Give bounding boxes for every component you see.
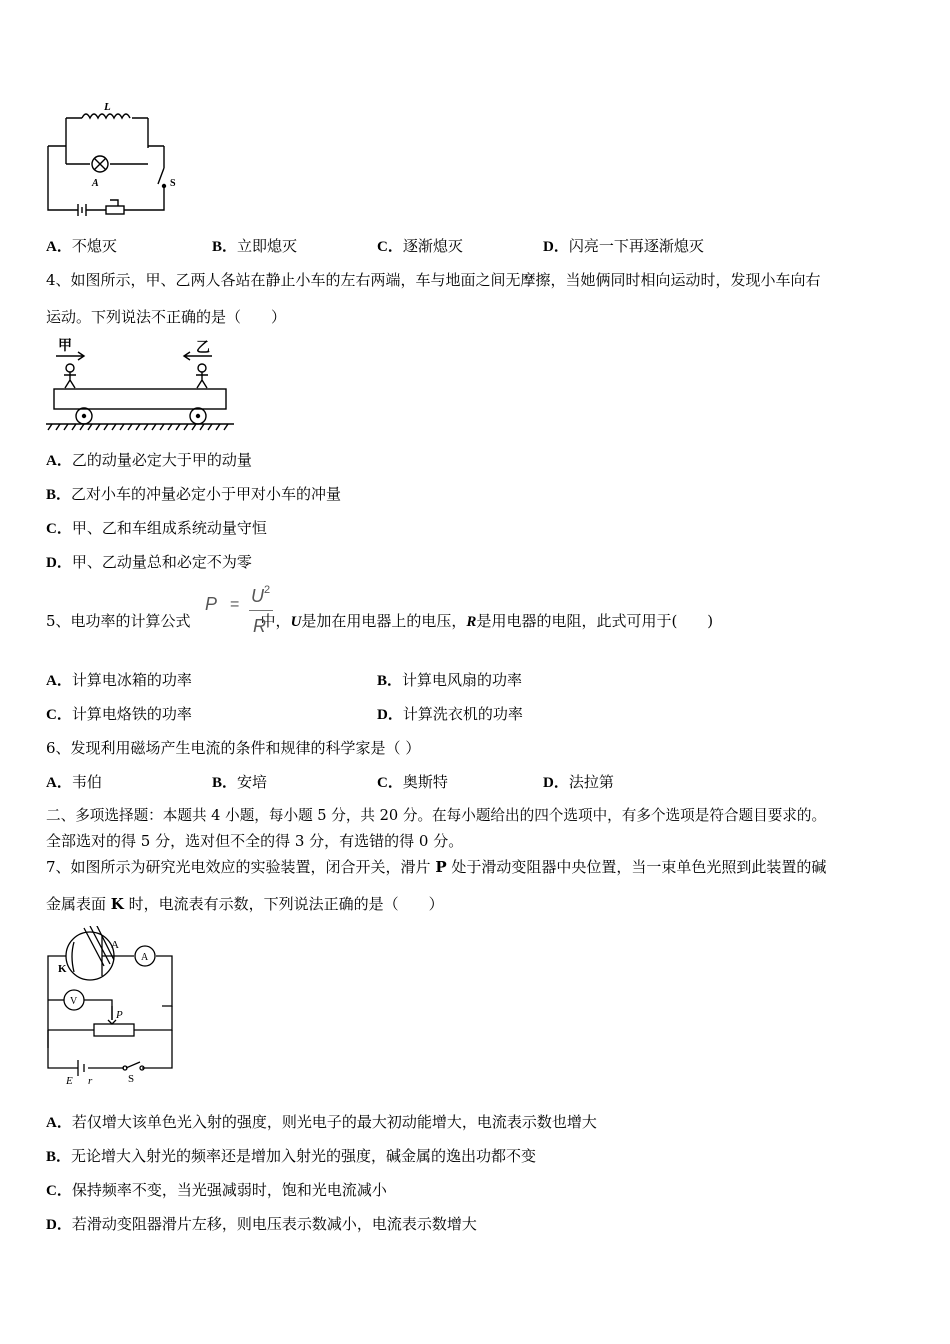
q5-option-c: C．计算电烙铁的功率 <box>46 705 192 723</box>
q4-stem-line2: 运动。下列说法不正确的是（ ） <box>46 308 287 326</box>
q6-option-d: D．法拉第 <box>543 773 614 791</box>
section2-line1: 二、多项选择题：本题共 4 小题，每小题 5 分，共 20 分。在每小题给出的四个选项中，有多个选项是符合题目要求的。 <box>46 807 827 824</box>
q5-option-a: A．计算电冰箱的功率 <box>46 671 192 689</box>
q7-photoelectric-figure <box>44 926 180 1088</box>
q4-option-c: C．甲、乙和车组成系统动量守恒 <box>46 519 267 537</box>
q4-label-jia: 甲 <box>58 338 72 354</box>
q7-stem-line2: 金属表面 K 时，电流表有示数，下列说法正确的是（ ） <box>46 895 444 913</box>
q6-option-b: B．安培 <box>212 773 268 791</box>
q5-formula: P = U 2 R <box>205 586 277 640</box>
q3-label-S: S <box>170 178 176 189</box>
fraction-bar <box>249 610 273 611</box>
q6-option-c: C．奥斯特 <box>377 773 448 791</box>
q4-cart-figure <box>44 334 238 436</box>
q3-option-a: A．不熄灭 <box>46 237 117 255</box>
q7-label-E: E <box>66 1075 73 1087</box>
q7-label-anode: A <box>111 939 119 951</box>
q5-option-b: B．计算电风扇的功率 <box>377 671 523 689</box>
q3-circuit-figure <box>44 98 184 218</box>
q7-label-K: K <box>58 963 67 975</box>
q3-option-b: B．立即熄灭 <box>212 237 298 255</box>
q7-option-b: B．无论增大入射光的频率还是增加入射光的强度，碱金属的逸出功都不变 <box>46 1147 537 1165</box>
q7-option-d: D．若滑动变阻器滑片左移，则电压表示数减小，电流表示数增大 <box>46 1215 477 1233</box>
q3-option-c: C．逐渐熄灭 <box>377 237 463 255</box>
section2-line2: 全部选对的得 5 分，选对但不全的得 3 分，有选错的得 0 分。 <box>46 832 464 850</box>
q4-stem-line1: 4、如图所示，甲、乙两人各站在静止小车的左右两端，车与地面之间无摩擦，当她俩同时相向运动时，发现小车向右 <box>46 271 821 289</box>
q7-label-ammeter: A <box>141 952 149 963</box>
q4-label-yi: 乙 <box>196 340 210 356</box>
q7-label-voltmeter: V <box>70 996 78 1007</box>
q6-stem: 6、发现利用磁场产生电流的条件和规律的科学家是（ ） <box>46 739 421 757</box>
q4-option-b: B．乙对小车的冲量必定小于甲对小车的冲量 <box>46 485 342 503</box>
q3-option-d: D．闪亮一下再逐渐熄灭 <box>543 237 704 255</box>
q7-label-P: P <box>116 1009 123 1021</box>
q5-option-d: D．计算洗衣机的功率 <box>377 705 523 723</box>
q4-option-a: A．乙的动量必定大于甲的动量 <box>46 451 252 469</box>
q7-option-a: A．若仅增大该单色光入射的强度，则光电子的最大初动能增大，电流表示数也增大 <box>46 1113 597 1131</box>
q6-option-a: A．韦伯 <box>46 773 102 791</box>
q7-stem-line1: 7、如图所示为研究光电效应的实验装置，闭合开关，滑片 P 处于滑动变阻器中央位置，当一束单色光照到此装置的碱 <box>46 858 827 876</box>
q3-label-A: A <box>92 178 99 189</box>
q7-option-c: C．保持频率不变，当光强减弱时，饱和光电流减小 <box>46 1181 387 1199</box>
q5-stem: 5、电功率的计算公式 中，U是加在用电器上的电压，R是用电器的电阻，此式可用于( ) <box>46 612 714 630</box>
q4-option-d: D．甲、乙动量总和必定不为零 <box>46 553 252 571</box>
q3-label-L: L <box>104 101 111 113</box>
q7-label-S: S <box>128 1073 135 1085</box>
q7-label-r: r <box>88 1075 93 1087</box>
